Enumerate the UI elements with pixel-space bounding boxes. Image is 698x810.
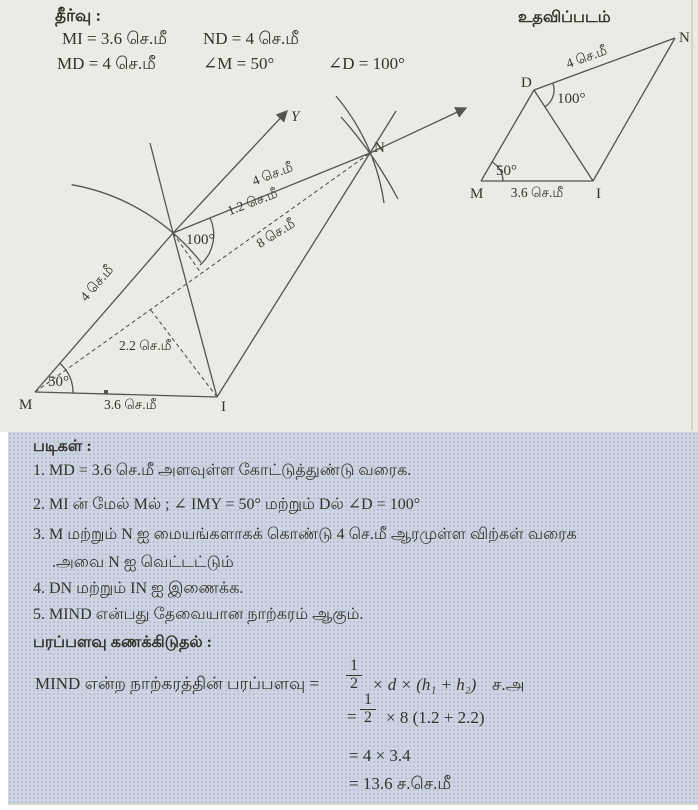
helper-diagram [460, 25, 698, 210]
fraction-denominator: 2 [360, 709, 376, 727]
area-eq1-unit: ச.அ [492, 675, 525, 694]
vertex-I: I [221, 399, 226, 415]
step-1: 1. MD = 3.6 செ.மீ அளவுள்ள கோட்டுத்துண்டு வரைக. [33, 462, 412, 479]
step-3: 3. M மற்றும் N ஐ மையங்களாகக் கொண்டு 4 செ.மீ ஆரமுள்ள விற்கள் வரைக [33, 526, 577, 543]
fraction-numerator: 1 [350, 657, 358, 674]
line-IN-extended [217, 111, 396, 397]
given-nd: ND = 4 செ.மீ [203, 29, 300, 48]
fraction-denominator: 2 [346, 675, 362, 693]
side-md-label: 4 செ.மீ [77, 262, 117, 304]
height-from-I-dashed [150, 309, 217, 397]
bottom-divider-line [8, 803, 698, 805]
diagonal-MN-dashed [35, 153, 370, 392]
given-angle-m: ∠M = 50° [203, 54, 275, 73]
area-title: பரப்பளவு கணக்கிடுதல் : [33, 634, 212, 651]
angle-m-label: 50° [48, 374, 69, 390]
fraction-numerator: 1 [364, 691, 372, 708]
area-eq2-equals: = [347, 707, 357, 726]
main-construction-diagram [0, 90, 480, 435]
vertex-M: M [19, 397, 33, 413]
helper-vertex-D: D [521, 75, 532, 91]
given-angle-d: ∠D = 100° [328, 54, 405, 73]
angle-d-label: 100° [186, 232, 215, 248]
area-eq2-fraction [360, 692, 376, 727]
ray-label-Y: Y [291, 109, 300, 125]
vertex-N: N [374, 140, 385, 156]
step-3-continued: .அவை N ஐ வெட்டட்டும் [52, 554, 234, 571]
step-5: 5. MIND என்பது தேவையான நாற்கரம் ஆகும். [33, 606, 364, 623]
area-eq1-prefix: MIND என்ற நாற்கரத்தின் பரப்பளவு = [35, 674, 320, 693]
area-eq1-fraction [346, 658, 362, 693]
helper-side-dn-label: 4 செ.மீ [563, 42, 609, 72]
helper-angle-m-label: 50° [496, 163, 517, 179]
midpoint-tick-MI [104, 390, 108, 394]
diagonal-mn-label: 8 செ.மீ [253, 215, 298, 251]
area-eq3: = 4 × 3.4 [349, 746, 411, 765]
height-h1-label: 1.2 செ.மீ [225, 185, 280, 219]
height-h2-label: 2.2 செ.மீ [119, 338, 172, 353]
solution-title: தீர்வு : [55, 6, 102, 25]
area-eq4-result: = 13.6 ச.செ.மீ [349, 774, 452, 793]
given-mi: MI = 3.6 செ.மீ [62, 29, 167, 48]
given-md: MD = 4 செ.மீ [57, 54, 156, 73]
helper-diagram-title: உதவிப்படம் [518, 9, 611, 26]
helper-angle-arc-100 [545, 83, 554, 107]
ray-DN-extended [173, 108, 466, 233]
helper-side-mi-label: 3.6 செ.மீ [510, 185, 564, 200]
steps-title: படிகள் : [33, 438, 92, 455]
helper-vertex-N: N [679, 30, 690, 46]
helper-line-NI [593, 38, 675, 181]
helper-vertex-M: M [470, 186, 484, 202]
helper-angle-d-label: 100° [557, 91, 586, 107]
helper-vertex-I: I [596, 186, 601, 202]
area-eq1-expression: × d × (h₁ + h₂) [372, 675, 477, 694]
area-eq2-expression: × 8 (1.2 + 2.2) [386, 708, 485, 727]
side-dn-label: 4 செ.மீ [249, 159, 295, 189]
step-4: 4. DN மற்றும் IN ஐ இணைக்க. [33, 580, 244, 597]
side-mi-label: 3.6 செ.மீ [104, 397, 157, 412]
step-2: 2. MI ன் மேல் Mல் ; ∠ IMY = 50° மற்றும் Dல் ∠D = 100° [33, 496, 421, 513]
